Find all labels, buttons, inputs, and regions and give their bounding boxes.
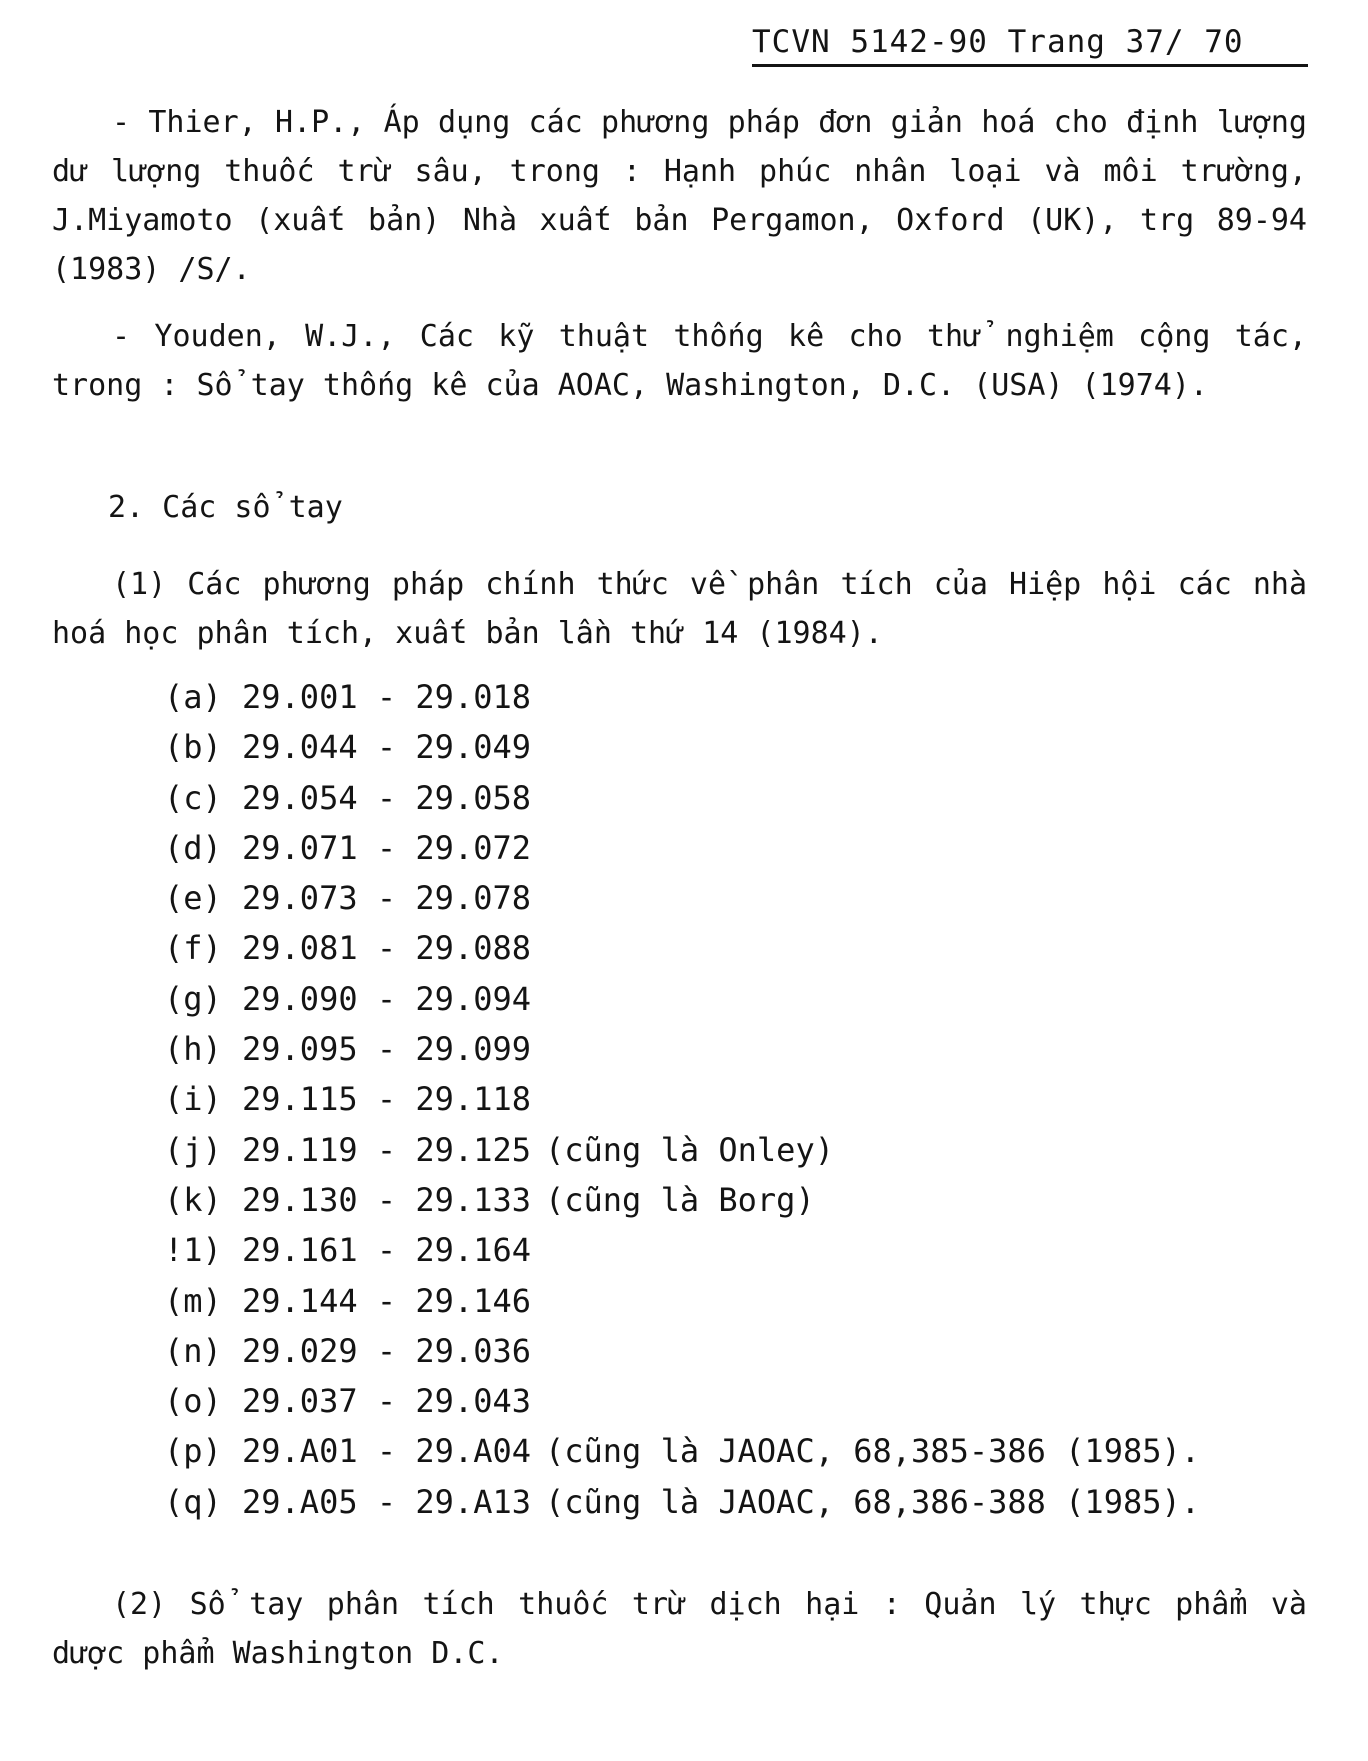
handbook-1-sections-list: [164, 672, 1200, 1527]
item-note: (cũng là Borg): [544, 1180, 815, 1219]
handbook-2-text: (2) Sổ tay phân tích thuốc trừ dịch hại : Quản lý thực phẩm và dược phẩm Washington D.C.: [52, 1587, 1307, 1671]
list-item: [164, 873, 1200, 923]
list-item: [164, 1175, 1200, 1225]
list-item: [164, 823, 1200, 873]
item-label: (g): [164, 979, 222, 1018]
list-item: [164, 1326, 1200, 1376]
list-item: [164, 1024, 1200, 1074]
item-label: (m): [164, 1281, 222, 1320]
item-range: 29.090 - 29.094: [242, 979, 531, 1018]
list-item: [164, 1074, 1200, 1124]
item-range: 29.130 - 29.133: [242, 1180, 531, 1219]
page-header: TCVN 5142-90 Trang 37/ 70: [752, 22, 1308, 67]
list-item: [164, 974, 1200, 1024]
item-range: 29.037 - 29.043: [242, 1382, 531, 1421]
list-item: [164, 1225, 1200, 1275]
item-note: (cũng là Onley): [544, 1130, 834, 1169]
item-label: (h): [164, 1030, 222, 1069]
reference-youden: - Youden, W.J., Các kỹ thuật thống kê cho thử nghiệm cộng tác, trong : Sổ tay thống kê của AOAC, Washington, D.C. (USA) (1974).: [52, 319, 1307, 403]
list-item: [164, 923, 1200, 973]
item-range: 29.A05 - 29.A13: [242, 1482, 531, 1521]
item-label: (e): [164, 879, 222, 918]
list-item: [164, 1426, 1200, 1476]
item-range: 29.A01 - 29.A04: [242, 1432, 531, 1471]
item-range: 29.044 - 29.049: [242, 728, 531, 767]
list-item: [164, 773, 1200, 823]
item-range: 29.054 - 29.058: [242, 778, 531, 817]
item-range: 29.071 - 29.072: [242, 828, 531, 867]
item-range: 29.161 - 29.164: [242, 1231, 531, 1270]
item-range: 29.001 - 29.018: [242, 678, 531, 716]
item-label: (d): [164, 828, 222, 867]
item-range: 29.144 - 29.146: [242, 1281, 531, 1320]
item-label: (i): [164, 1080, 222, 1119]
item-label: !1): [164, 1231, 222, 1270]
item-label: (n): [164, 1331, 222, 1370]
item-range: 29.073 - 29.078: [242, 879, 531, 918]
list-item: [164, 672, 1200, 722]
item-label: (c): [164, 778, 222, 817]
item-range: 29.119 - 29.125: [242, 1130, 531, 1169]
list-item: [164, 1276, 1200, 1326]
item-label: (o): [164, 1382, 222, 1421]
item-label: (b): [164, 728, 222, 767]
list-item: [164, 1477, 1200, 1527]
item-label: (k): [164, 1180, 222, 1219]
list-item: [164, 1125, 1200, 1175]
handbook-1-text: (1) Các phương pháp chính thức về phân tích của Hiệp hội các nhà hoá học phân tích, xuất bản lần thứ 14 (1984).: [52, 567, 1307, 651]
list-item: [164, 722, 1200, 772]
list-item: [164, 1376, 1200, 1426]
item-note: (cũng là JAOAC, 68,386-388 (1985).: [544, 1482, 1201, 1521]
item-label: (q): [164, 1482, 222, 1521]
item-label: (a): [164, 678, 222, 716]
item-label: (p): [164, 1432, 222, 1471]
item-range: 29.029 - 29.036: [242, 1331, 531, 1370]
item-label: (j): [164, 1130, 222, 1169]
item-range: 29.095 - 29.099: [242, 1030, 531, 1069]
reference-thier: - Thier, H.P., Áp dụng các phương pháp đơn giản hoá cho định lượng dư lượng thuốc trừ sâu, trong : Hạnh phúc nhân loại và môi trường, J.Miyamoto (xuất bản) Nhà xuất bản Pergamon, Oxford (UK), trg 89-94 (1983) /S/.: [52, 105, 1307, 287]
item-label: (f): [164, 929, 222, 968]
item-range: 29.081 - 29.088: [242, 929, 531, 968]
section-title: 2. Các sổ tay: [108, 490, 343, 525]
item-note: (cũng là JAOAC, 68,385-386 (1985).: [544, 1432, 1201, 1471]
item-range: 29.115 - 29.118: [242, 1080, 531, 1119]
